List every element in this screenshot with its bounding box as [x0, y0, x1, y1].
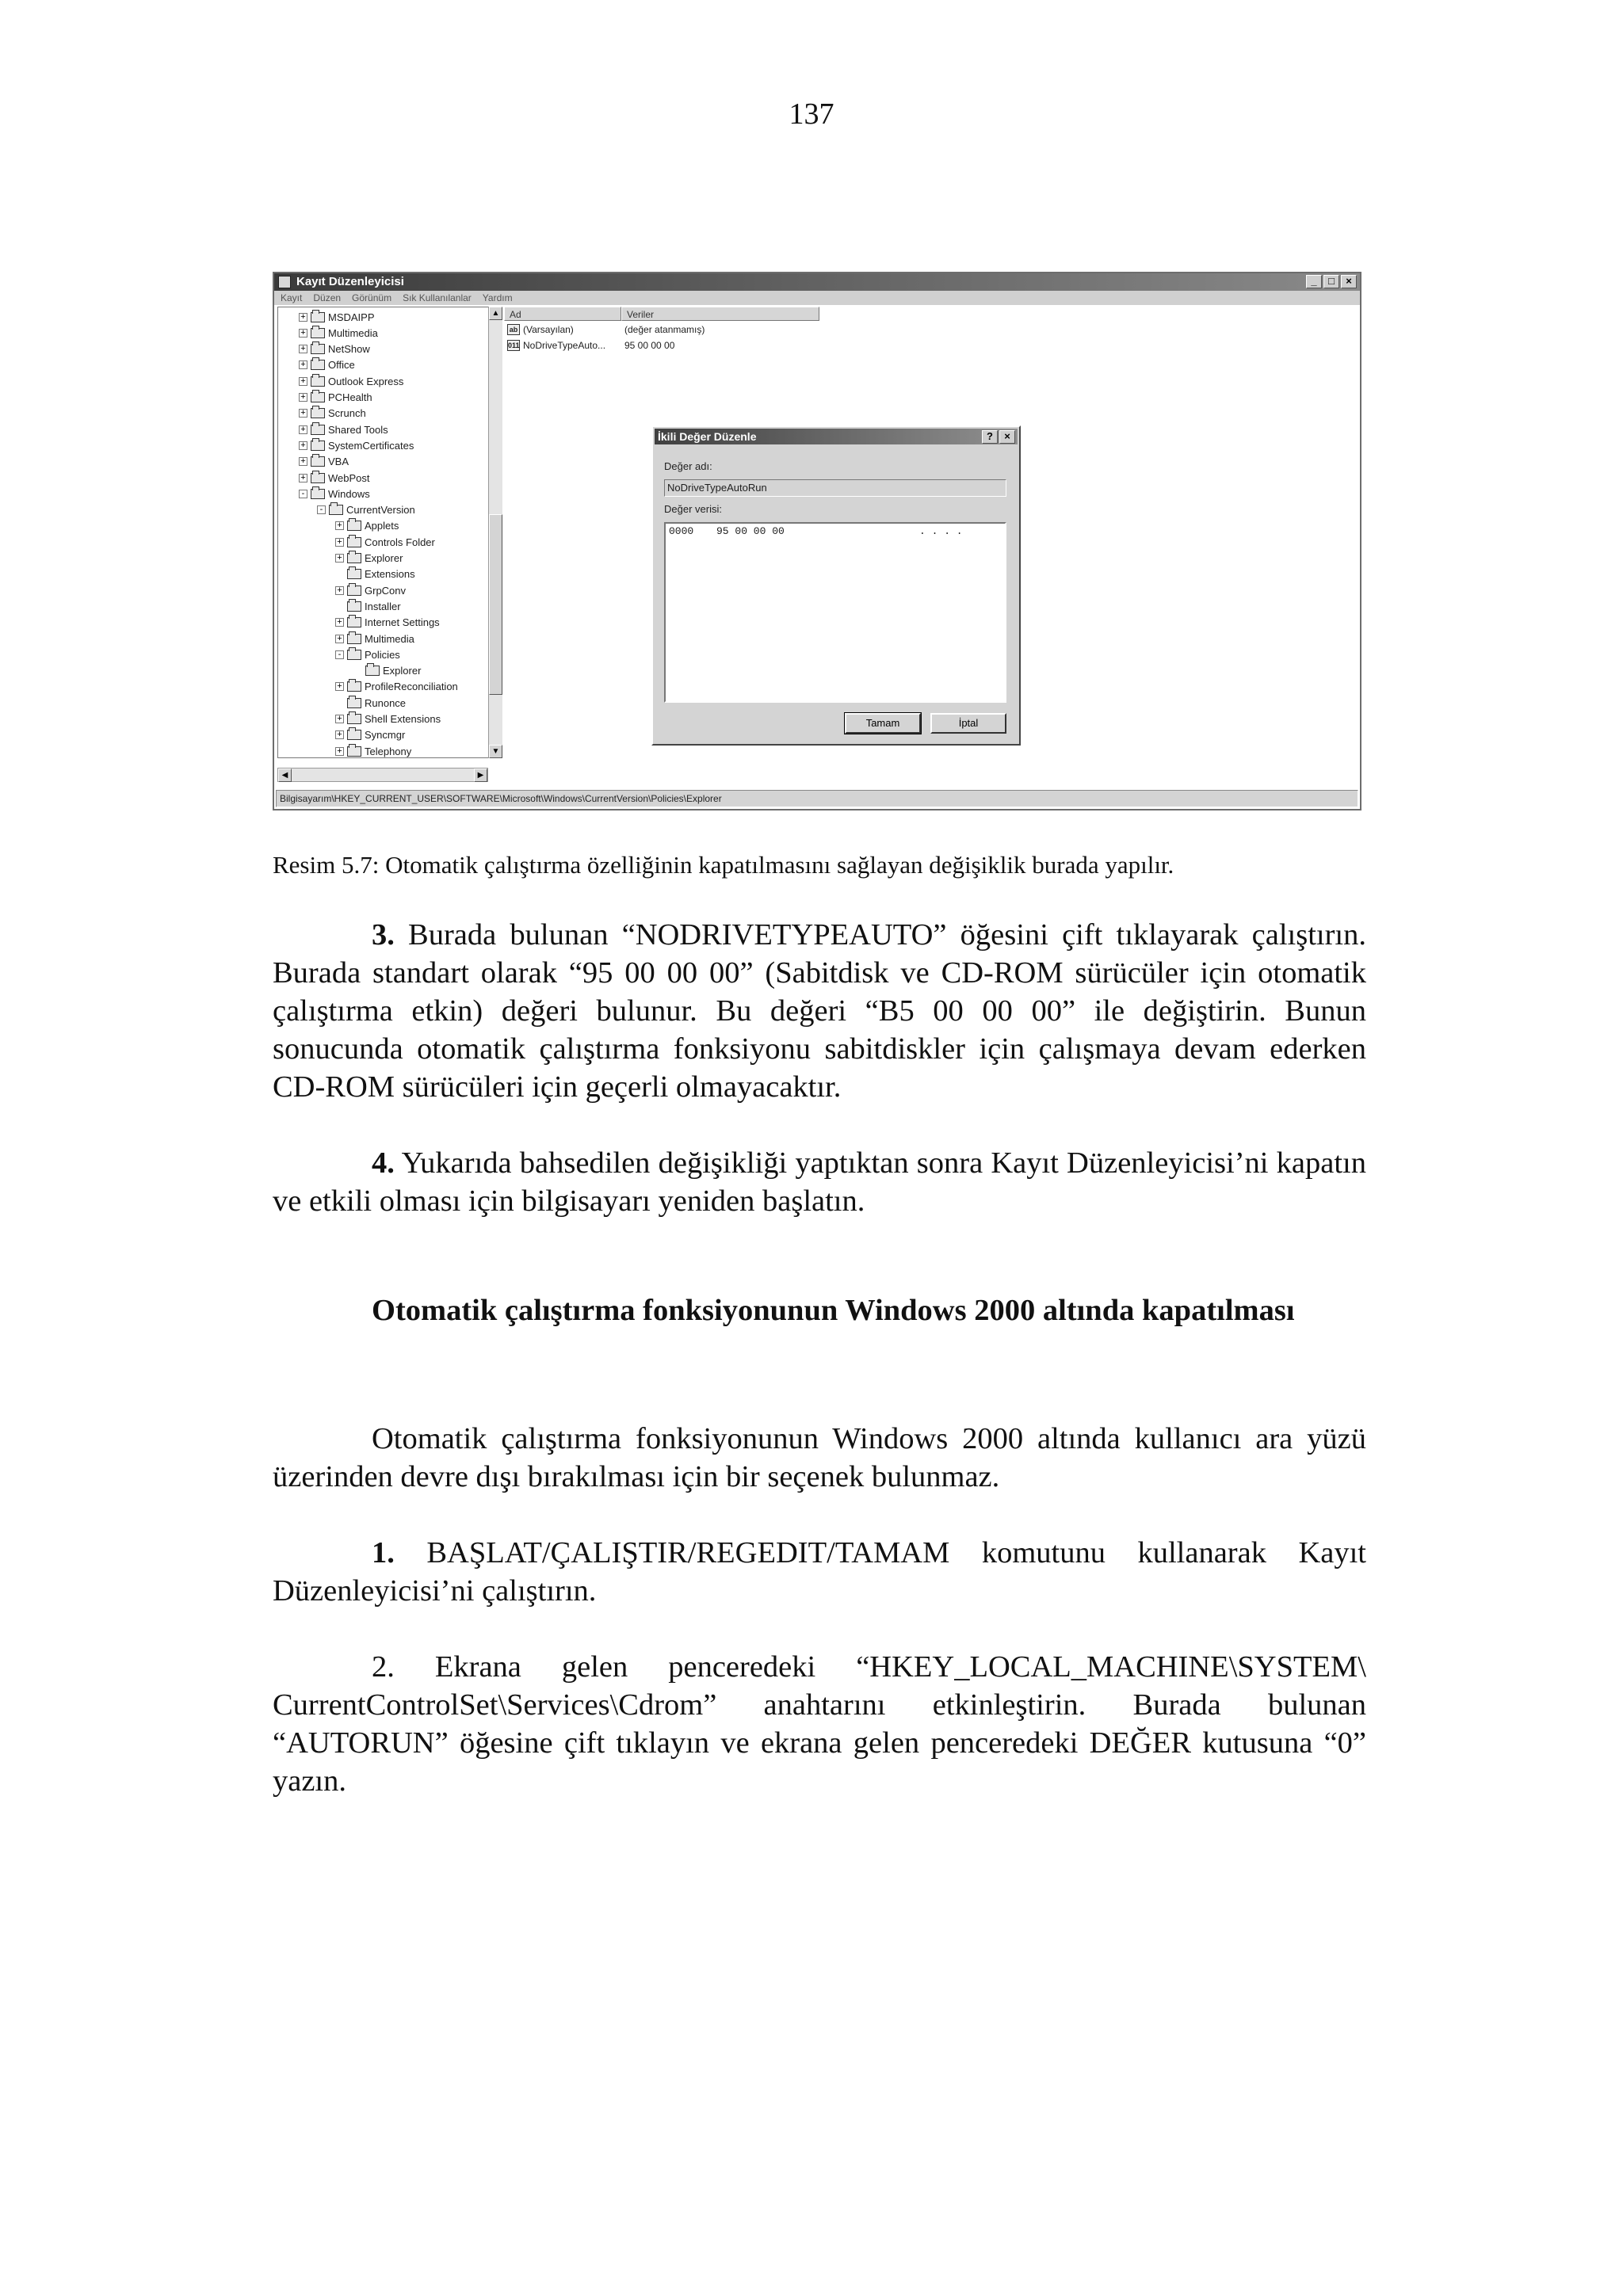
- folder-icon: [311, 473, 325, 483]
- folder-icon: [347, 537, 361, 547]
- tree-node[interactable]: [335, 534, 435, 550]
- tree-node[interactable]: [335, 679, 458, 695]
- value-data: 95 00 00 00: [624, 340, 675, 351]
- tree-node-label: Controls Folder: [365, 536, 435, 548]
- expand-icon[interactable]: +: [299, 425, 307, 434]
- tree-node[interactable]: [335, 615, 440, 631]
- string-value-icon: ab: [507, 324, 520, 335]
- expand-icon[interactable]: +: [299, 377, 307, 386]
- folder-icon: [347, 650, 361, 660]
- tree-node-label: Internet Settings: [365, 616, 440, 629]
- value-name-label: Değer adı:: [664, 460, 712, 472]
- scroll-thumb[interactable]: [489, 514, 502, 695]
- step-number: 3.: [372, 918, 395, 952]
- folder-icon: [347, 730, 361, 740]
- paragraph-step-3: [273, 916, 1366, 1106]
- value-data-label: Değer verisi:: [664, 503, 722, 515]
- folder-icon: [311, 312, 325, 322]
- value-name-field[interactable]: NoDriveTypeAutoRun: [664, 479, 1006, 497]
- expand-icon[interactable]: +: [299, 329, 307, 338]
- tree-node[interactable]: [353, 663, 421, 679]
- folder-icon: [311, 328, 325, 338]
- paragraph-step-1: [273, 1534, 1366, 1610]
- help-button[interactable]: ?: [982, 430, 998, 444]
- menu-bar: [274, 291, 1360, 305]
- menu-item[interactable]: Sık Kullanılanlar: [403, 292, 472, 303]
- paragraph-step-2: 2. Ekrana gelen penceredeki “HKEY_LOCAL_MACHINE\SYSTEM\ CurrentControlSet\Services\Cdrom” anahtarını etkinleştirin. Burada bulunan “AUTORUN” öğesine çift tıklayın ve ekrana gelen penceredeki DEĞER kutusuna “0” yazın.: [273, 1650, 1366, 1798]
- step-text: BAŞLAT/ÇALIŞTIR/REGEDIT/TAMAM komutunu kullanarak Kayıt Düzenleyicisi’ni çalıştırın.: [273, 1536, 1366, 1608]
- expand-icon[interactable]: +: [299, 393, 307, 402]
- regedit-icon: [278, 276, 291, 288]
- folder-icon: [311, 489, 325, 499]
- tree-node-label: Installer: [365, 600, 401, 612]
- folder-icon: [365, 666, 380, 676]
- expand-icon[interactable]: +: [299, 457, 307, 466]
- expand-icon[interactable]: +: [335, 554, 344, 563]
- folder-icon: [311, 425, 325, 435]
- hex-bytes: 95 00 00 00: [716, 525, 785, 537]
- tree-node-label: Telephony: [365, 745, 412, 757]
- tree-node[interactable]: [335, 582, 406, 598]
- folder-icon: [311, 392, 325, 402]
- tree-node-label: Shared Tools: [328, 423, 388, 436]
- tree-node[interactable]: [299, 486, 370, 502]
- expand-icon[interactable]: +: [299, 409, 307, 418]
- folder-icon: [347, 521, 361, 531]
- tree-node-label: Explorer: [365, 552, 403, 564]
- tree-node-label: CurrentVersion: [346, 504, 415, 517]
- tree-node-label: Extensions: [365, 568, 415, 581]
- tree-node[interactable]: [299, 470, 370, 486]
- folder-icon: [311, 360, 325, 370]
- folder-icon: [311, 456, 325, 467]
- expand-icon[interactable]: +: [299, 441, 307, 450]
- value-data-editor[interactable]: [664, 522, 1006, 703]
- collapse-icon[interactable]: -: [317, 505, 326, 514]
- tree-vertical-scrollbar[interactable]: [488, 307, 502, 758]
- close-button[interactable]: ×: [1341, 275, 1357, 288]
- tree-node-label: Scrunch: [328, 407, 366, 420]
- page-number: 137: [789, 97, 834, 131]
- step-text: Burada bulunan “NODRIVETYPEAUTO” öğesini çift tıklayarak çalıştırın. Burada standart olarak “95 00 00 00” (Sabitdisk ve CD-ROM sürücüler için otomatik çalıştırma etkin) değeri bulunur. Bu değeri “B5 00 00 00” ile değiştirin. Bunun sonucunda otomatik çalıştırma fonksiyonu sabitdiskler için çalışmaya devam ederken CD-ROM sürücüleri için geçerli olmayacaktır.: [273, 918, 1366, 1104]
- menu-item[interactable]: Görünüm: [352, 292, 392, 303]
- value-name: (Varsayılan): [523, 324, 574, 335]
- collapse-icon[interactable]: -: [335, 650, 344, 659]
- tree-node-label: Explorer: [383, 665, 422, 677]
- tree-node-label: GrpConv: [365, 584, 407, 597]
- tree-node[interactable]: [299, 309, 375, 325]
- column-header-data[interactable]: Veriler: [621, 307, 819, 321]
- folder-icon: [347, 714, 361, 724]
- tree-node-label: VBA: [328, 456, 349, 468]
- cancel-button[interactable]: İptal: [930, 713, 1006, 734]
- folder-icon: [347, 601, 361, 612]
- folder-icon: [347, 569, 361, 579]
- tree-node[interactable]: [299, 421, 388, 437]
- folder-icon: [347, 553, 361, 563]
- value-row[interactable]: [507, 338, 605, 353]
- tree-node-label: Runonce: [365, 696, 407, 709]
- tree-node[interactable]: [299, 437, 414, 453]
- maximize-button[interactable]: □: [1323, 275, 1339, 288]
- minimize-button[interactable]: _: [1306, 275, 1322, 288]
- ascii-preview: . . . .: [919, 525, 963, 537]
- window-titlebar: [274, 273, 1360, 291]
- paragraph-step-4: [273, 1144, 1366, 1220]
- scroll-down-icon[interactable]: ▼: [489, 745, 502, 758]
- tree-horizontal-scrollbar[interactable]: [277, 768, 488, 782]
- tree-node-label: NetShow: [328, 343, 370, 356]
- tree-node-label: Shell Extensions: [365, 713, 441, 725]
- expand-icon[interactable]: +: [299, 360, 307, 369]
- section-heading: Otomatik çalıştırma fonksiyonunun Windows 2000 altında kapatılması: [372, 1294, 1295, 1327]
- expand-icon[interactable]: +: [335, 747, 344, 756]
- tree-node[interactable]: [335, 695, 406, 711]
- tree-node-label: Applets: [365, 520, 399, 532]
- value-data: (değer atanmamış): [624, 324, 705, 335]
- dialog-close-button[interactable]: ×: [999, 430, 1015, 444]
- tree-node[interactable]: [335, 743, 411, 758]
- dialog-title: İkili Değer Düzenle: [658, 430, 757, 443]
- tree-node[interactable]: [299, 325, 378, 341]
- scroll-left-icon[interactable]: ◀: [278, 769, 292, 782]
- menu-item[interactable]: Kayıt: [281, 292, 303, 303]
- scroll-right-icon[interactable]: ▶: [474, 769, 487, 782]
- dialog-titlebar: [655, 429, 1018, 444]
- scroll-up-icon[interactable]: ▲: [489, 307, 502, 320]
- tree-node-label: Windows: [328, 487, 370, 500]
- registry-tree[interactable]: [277, 307, 502, 758]
- paragraph-intro: Otomatik çalıştırma fonksiyonunun Windows 2000 altında kullanıcı ara yüzü üzerinden devre dışı bırakılması için bir seçenek bulunmaz.: [273, 1422, 1366, 1493]
- step-number: 4.: [372, 1146, 395, 1180]
- menu-item[interactable]: Yardım: [482, 292, 513, 303]
- collapse-icon[interactable]: -: [299, 490, 307, 498]
- expand-icon[interactable]: +: [299, 474, 307, 482]
- tree-node-label: MSDAIPP: [328, 311, 375, 323]
- tree-connector-icon: [353, 666, 362, 675]
- expand-icon[interactable]: +: [335, 521, 344, 530]
- column-header-name[interactable]: Ad: [504, 307, 621, 321]
- folder-icon: [347, 681, 361, 692]
- expand-icon[interactable]: +: [335, 730, 344, 739]
- folder-icon: [347, 585, 361, 596]
- step-number: 1.: [372, 1536, 395, 1569]
- tree-node[interactable]: [299, 454, 349, 470]
- tree-node[interactable]: [335, 711, 441, 727]
- edit-binary-value-dialog: [651, 425, 1021, 746]
- tree-node-label: Syncmgr: [365, 729, 406, 742]
- tree-node-label: WebPost: [328, 471, 370, 484]
- tree-node[interactable]: [335, 631, 414, 646]
- tree-node-label: Multimedia: [328, 326, 378, 339]
- ok-button[interactable]: Tamam: [845, 713, 921, 734]
- tree-node[interactable]: [299, 373, 403, 389]
- step-text: Yukarıda bahsedilen değişikliği yaptıktan sonra Kayıt Düzenleyicisi’ni kapatın ve etkili olması için bilgisayarı yeniden başlatın.: [273, 1146, 1366, 1218]
- tree-connector-icon: [335, 699, 344, 707]
- tree-node[interactable]: [299, 406, 366, 421]
- expand-icon[interactable]: +: [299, 313, 307, 322]
- expand-icon[interactable]: +: [335, 715, 344, 723]
- folder-icon: [329, 505, 343, 515]
- tree-node[interactable]: [335, 646, 400, 662]
- tree-node-label: Outlook Express: [328, 375, 404, 387]
- hex-offset: 0000: [669, 525, 694, 537]
- tree-node[interactable]: [335, 518, 399, 534]
- tree-connector-icon: [335, 570, 344, 578]
- folder-icon: [311, 344, 325, 354]
- expand-icon[interactable]: +: [299, 345, 307, 353]
- expand-icon[interactable]: +: [335, 538, 344, 547]
- tree-node-label: ProfileReconciliation: [365, 681, 458, 693]
- figure-caption: Resim 5.7: Otomatik çalıştırma özelliğinin kapatılmasını sağlayan değişiklik burada yapılır.: [273, 851, 1174, 879]
- binary-value-icon: 011: [508, 341, 520, 349]
- value-name: NoDriveTypeAuto...: [523, 340, 606, 351]
- tree-node-label: Office: [328, 359, 355, 372]
- tree-node-label: PCHealth: [328, 391, 372, 403]
- tree-node[interactable]: [335, 551, 403, 566]
- folder-icon: [347, 698, 361, 708]
- window-title: Kayıt Düzenleyicisi: [296, 275, 404, 288]
- expand-icon[interactable]: +: [335, 635, 344, 643]
- folder-icon: [311, 441, 325, 451]
- expand-icon[interactable]: +: [335, 618, 344, 627]
- status-bar-path: Bilgisayarım\HKEY_CURRENT_USER\SOFTWARE\Microsoft\Windows\CurrentVersion\Policies\Explorer: [276, 790, 1358, 807]
- menu-item[interactable]: Düzen: [313, 292, 342, 303]
- folder-icon: [347, 746, 361, 757]
- tree-node[interactable]: [335, 566, 415, 582]
- tree-node[interactable]: [299, 341, 370, 357]
- tree-node[interactable]: [299, 357, 355, 373]
- tree-node-label: SystemCertificates: [328, 439, 414, 452]
- expand-icon[interactable]: +: [335, 586, 344, 595]
- tree-connector-icon: [335, 602, 344, 611]
- tree-node[interactable]: [317, 502, 415, 518]
- tree-node[interactable]: [335, 727, 405, 743]
- tree-node-label: Multimedia: [365, 632, 414, 645]
- expand-icon[interactable]: +: [335, 682, 344, 691]
- value-row[interactable]: [507, 322, 574, 337]
- folder-icon: [311, 376, 325, 387]
- folder-icon: [347, 634, 361, 644]
- folder-icon: [347, 617, 361, 627]
- tree-node[interactable]: [299, 390, 372, 406]
- tree-node-label: Policies: [365, 648, 400, 661]
- tree-node[interactable]: [335, 598, 401, 614]
- registry-editor-screenshot: [273, 272, 1361, 810]
- folder-icon: [311, 408, 325, 418]
